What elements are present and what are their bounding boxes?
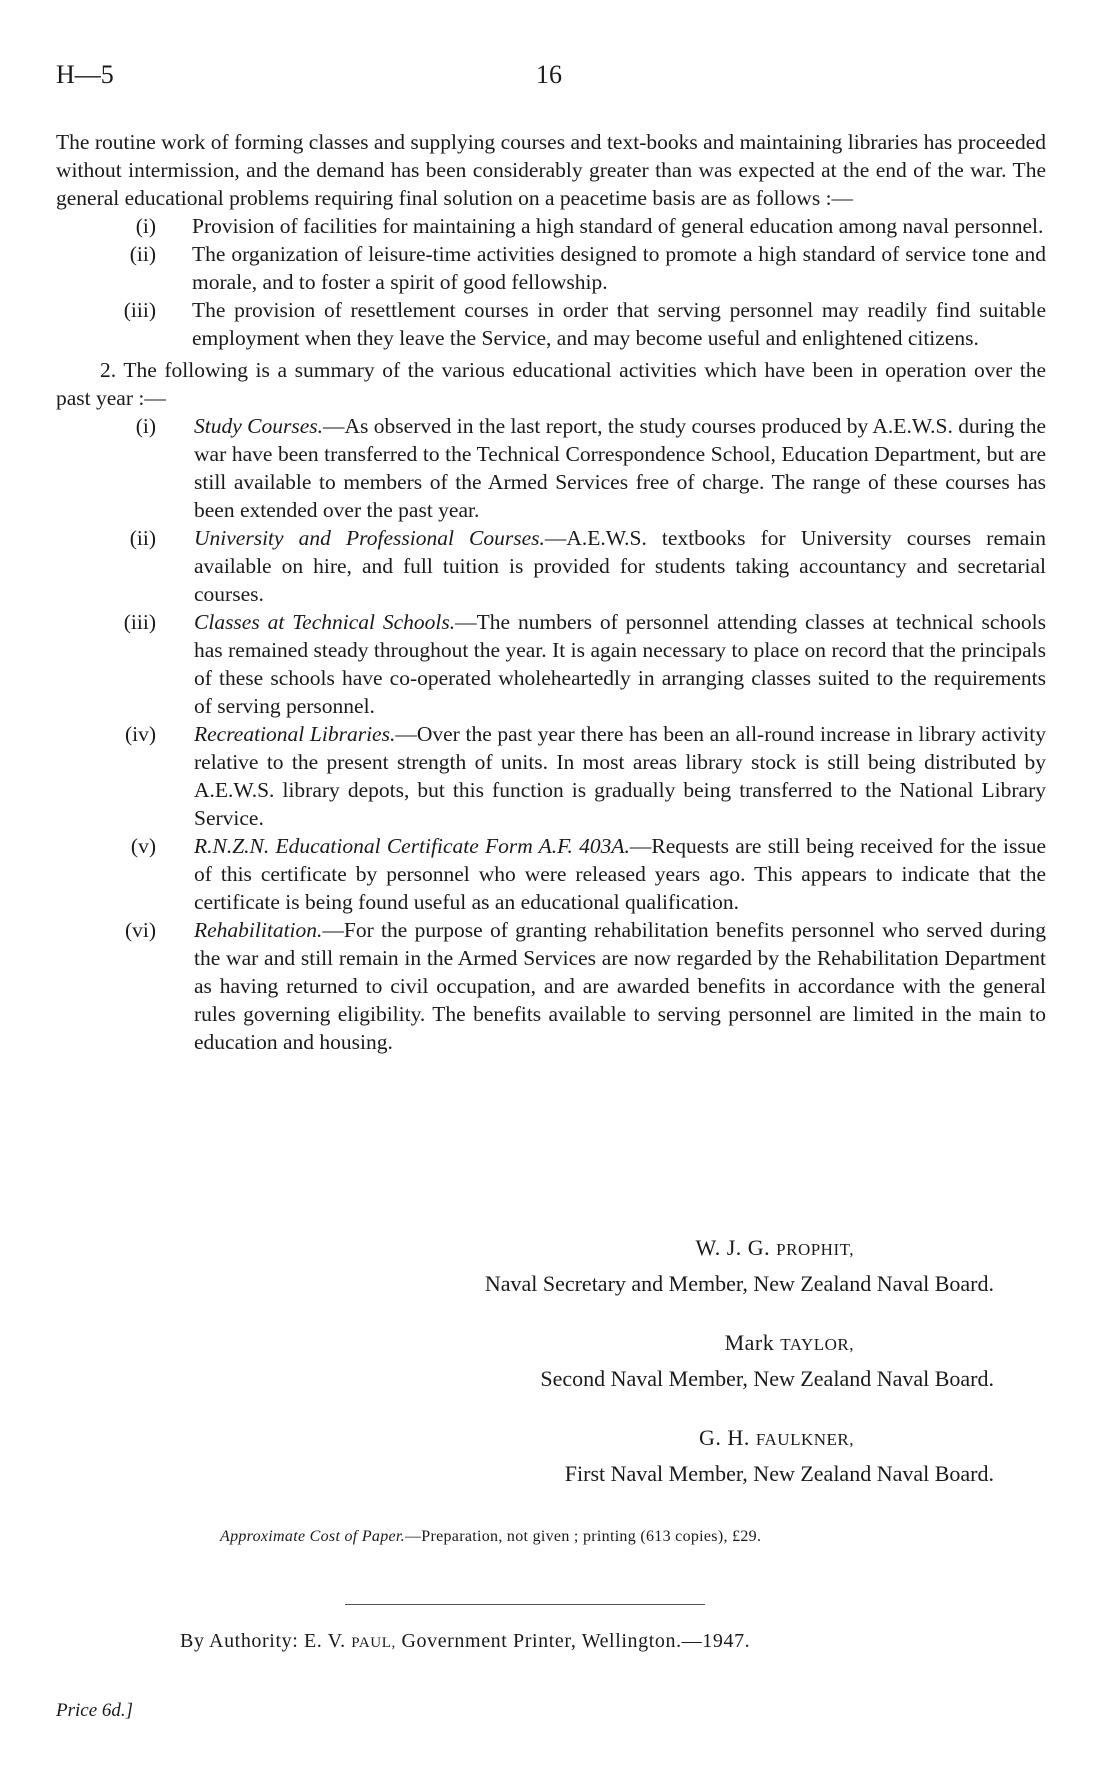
- printer-authority-line: By Authority: E. V. PAUL, Government Printer, Wellington.—1947.: [180, 1630, 751, 1652]
- list-item-heading: University and Professional Courses.: [194, 526, 545, 550]
- list-item-number: (iii): [123, 610, 156, 634]
- list-item: [56, 212, 1046, 240]
- list-item: [56, 916, 1046, 1056]
- list-item-text: Provision of facilities for maintaining a high standard of general education among naval personnel.: [192, 214, 1044, 238]
- list-item-heading: Rehabilitation.: [194, 918, 323, 942]
- list-item: [56, 524, 1046, 608]
- list-item-number: (i): [135, 414, 156, 438]
- signature-block: [540, 1330, 994, 1392]
- activities-list: [56, 412, 1046, 1056]
- list-item: [56, 832, 1046, 916]
- signatory-title: Second Naval Member, New Zealand Naval Board.: [540, 1366, 994, 1391]
- document-reference: H—5: [56, 60, 114, 89]
- list-item-text: —For the purpose of granting rehabilitation benefits personnel who served during the war and still remain in the Armed Services are now regarded by the Rehabilitation Department as having returned to civil occupation, and are awarded benefits in accordance with the general rules governing eligibility. The benefits available to serving personnel are limited in the main to education and housing.: [194, 918, 1046, 1054]
- list-item: [56, 608, 1046, 720]
- list-item-number: (vi): [124, 918, 156, 942]
- list-item-text: —Over the past year there has been an all-round increase in library activity relative to the present strength of units. In most areas library stock is still being distributed by A.E.W.S. library depots, but this function is gradually being transferred to the National Library Service.: [194, 722, 1046, 830]
- signatory-title: Naval Secretary and Member, New Zealand Naval Board.: [484, 1271, 994, 1296]
- list-item: [56, 296, 1046, 352]
- list-item-number: (i): [135, 214, 156, 238]
- list-item-text: The provision of resettlement courses in order that serving personnel may readily find suitable employment when they leave the Service, and may become useful and enlightened citizens.: [192, 298, 1046, 350]
- list-item-number: (ii): [129, 242, 156, 266]
- signatory-name: Mark TAYLOR,: [724, 1330, 854, 1355]
- list-item-number: (ii): [129, 526, 156, 550]
- list-item-heading: Study Courses.: [194, 414, 324, 438]
- problems-list: [56, 212, 1046, 352]
- list-item-text: —The numbers of personnel attending classes at technical schools has remained steady throughout the year. It is again necessary to place on record that the principals of these schools have co-operated wholeheartedly in arranging classes suited to the requirements of serving personnel.: [194, 610, 1047, 718]
- list-item-number: (iv): [124, 722, 156, 746]
- signatory-title: First Naval Member, New Zealand Naval Board.: [564, 1461, 994, 1486]
- section-2-paragraph: 2. The following is a summary of the various educational activities which have been in operation over the past year :—: [56, 358, 1046, 410]
- list-item: [56, 412, 1046, 524]
- list-item-number: (v): [130, 834, 156, 858]
- list-item-text: —Requests are still being received for the issue of this certificate by personnel who were released years ago. This appears to indicate that the certificate is being found useful as an educational qualification.: [194, 834, 1046, 914]
- list-item-text: —A.E.W.S. textbooks for University courses remain available on hire, and full tuition is provided for students taking accountancy and secretarial courses.: [194, 526, 1046, 606]
- intro-paragraph: The routine work of forming classes and supplying courses and text-books and maintaining libraries has proceeded without intermission, and the demand has been considerably greater than was expected at the end of the war. The general educational problems requiring final solution on a peacetime basis are as follows :—: [56, 130, 1046, 210]
- page-number: 16: [536, 60, 562, 89]
- signature-block: [565, 1425, 994, 1487]
- document-body: [56, 128, 1046, 1056]
- list-item-heading: R.N.Z.N. Educational Certificate Form A.F. 403A.: [194, 834, 630, 858]
- cost-of-paper-note: Approximate Cost of Paper.—Preparation, not given ; printing (613 copies), £29.: [220, 1528, 762, 1545]
- signatory-name: W. J. G. PROPHIT,: [695, 1235, 854, 1260]
- signatory-name: G. H. FAULKNER,: [699, 1425, 854, 1450]
- list-item: [56, 720, 1046, 832]
- divider: [345, 1604, 705, 1605]
- price-label: Price 6d.]: [56, 1700, 134, 1721]
- list-item-number: (iii): [123, 298, 156, 322]
- list-item: [56, 240, 1046, 296]
- list-item-heading: Classes at Technical Schools.: [194, 610, 456, 634]
- list-item-text: —As observed in the last report, the study courses produced by A.E.W.S. during the war have been transferred to the Technical Correspondence School, Education Department, but are still available to members of the Armed Services free of charge. The range of these courses has been extended over the past year.: [194, 414, 1047, 522]
- list-item-text: The organization of leisure-time activities designed to promote a high standard of service tone and morale, and to foster a spirit of good fellowship.: [192, 242, 1046, 294]
- list-item-heading: Recreational Libraries.: [194, 722, 396, 746]
- signature-block: [485, 1235, 994, 1297]
